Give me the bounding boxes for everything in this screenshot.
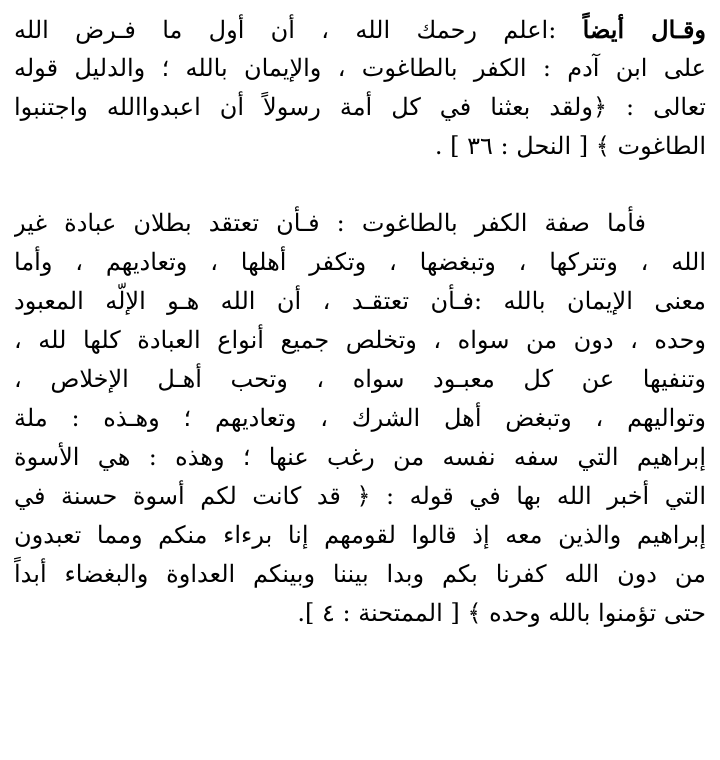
text-line: الله ، وتتركها ، وتبغضها ، وتكفر أهلها ، وتعاديهم ، وأما [14, 248, 706, 276]
text-line-content: :اعلم رحمك الله ، أن أول ما فـرض الله [14, 16, 557, 44]
text-line: التي أخبر الله بها في قوله : ﴿ قد كانت لكم أسوة حسنة في [14, 482, 706, 510]
text-line: الطاغوت ﴾ [ النحل : ٣٦ ] . [434, 132, 706, 160]
speaker-lead: وقـال أيضاً [582, 15, 706, 44]
text-line: وتنفيها عن كل معبـود سواه ، وتحب أهـل الإخلاص ، [14, 365, 706, 393]
document-page [14, 10, 706, 633]
text-line: وتواليهم ، وتبغض أهل الشرك ، وتعاديهم ؛ وهـذه : ملة [14, 404, 706, 432]
text-line: إبراهيم والذين معه إذ قالوا لقومهم إنا برءاء منكم ومما تعبدون [14, 521, 706, 549]
text-line [14, 10, 706, 49]
text-line: إبراهيم التي سفه نفسه من رغب عنها ؛ وهذه : هي الأسوة [14, 443, 706, 471]
text-line: على ابن آدم : الكفر بالطاغوت ، والإيمان بالله ؛ والدليل قوله [14, 54, 706, 82]
text-line: فأما صفة الكفر بالطاغوت : فـأن تعتقد بطلان عبادة غير [14, 209, 646, 237]
text-line: من دون الله كفرنا بكم وبدا بيننا وبينكم العداوة والبغضاء أبداً [14, 560, 706, 588]
text-line: حتى تؤمنوا بالله وحده ﴾ [ الممتحنة : ٤ ]. [297, 599, 706, 627]
text-line: معنى الإيمان بالله :فـأن تعتقـد ، أن الله هـو الإلّه المعبود [14, 287, 706, 315]
paragraph-2 [14, 204, 706, 633]
text-line: تعالى : ﴿ولقد بعثنا في كل أمة رسولاً أن اعبدواالله واجتنبوا [14, 93, 706, 121]
paragraph-1 [14, 10, 706, 166]
text-line: وحده ، دون من سواه ، وتخلص جميع أنواع العبادة كلها لله ، [14, 326, 706, 354]
paragraph-gap [14, 166, 706, 204]
